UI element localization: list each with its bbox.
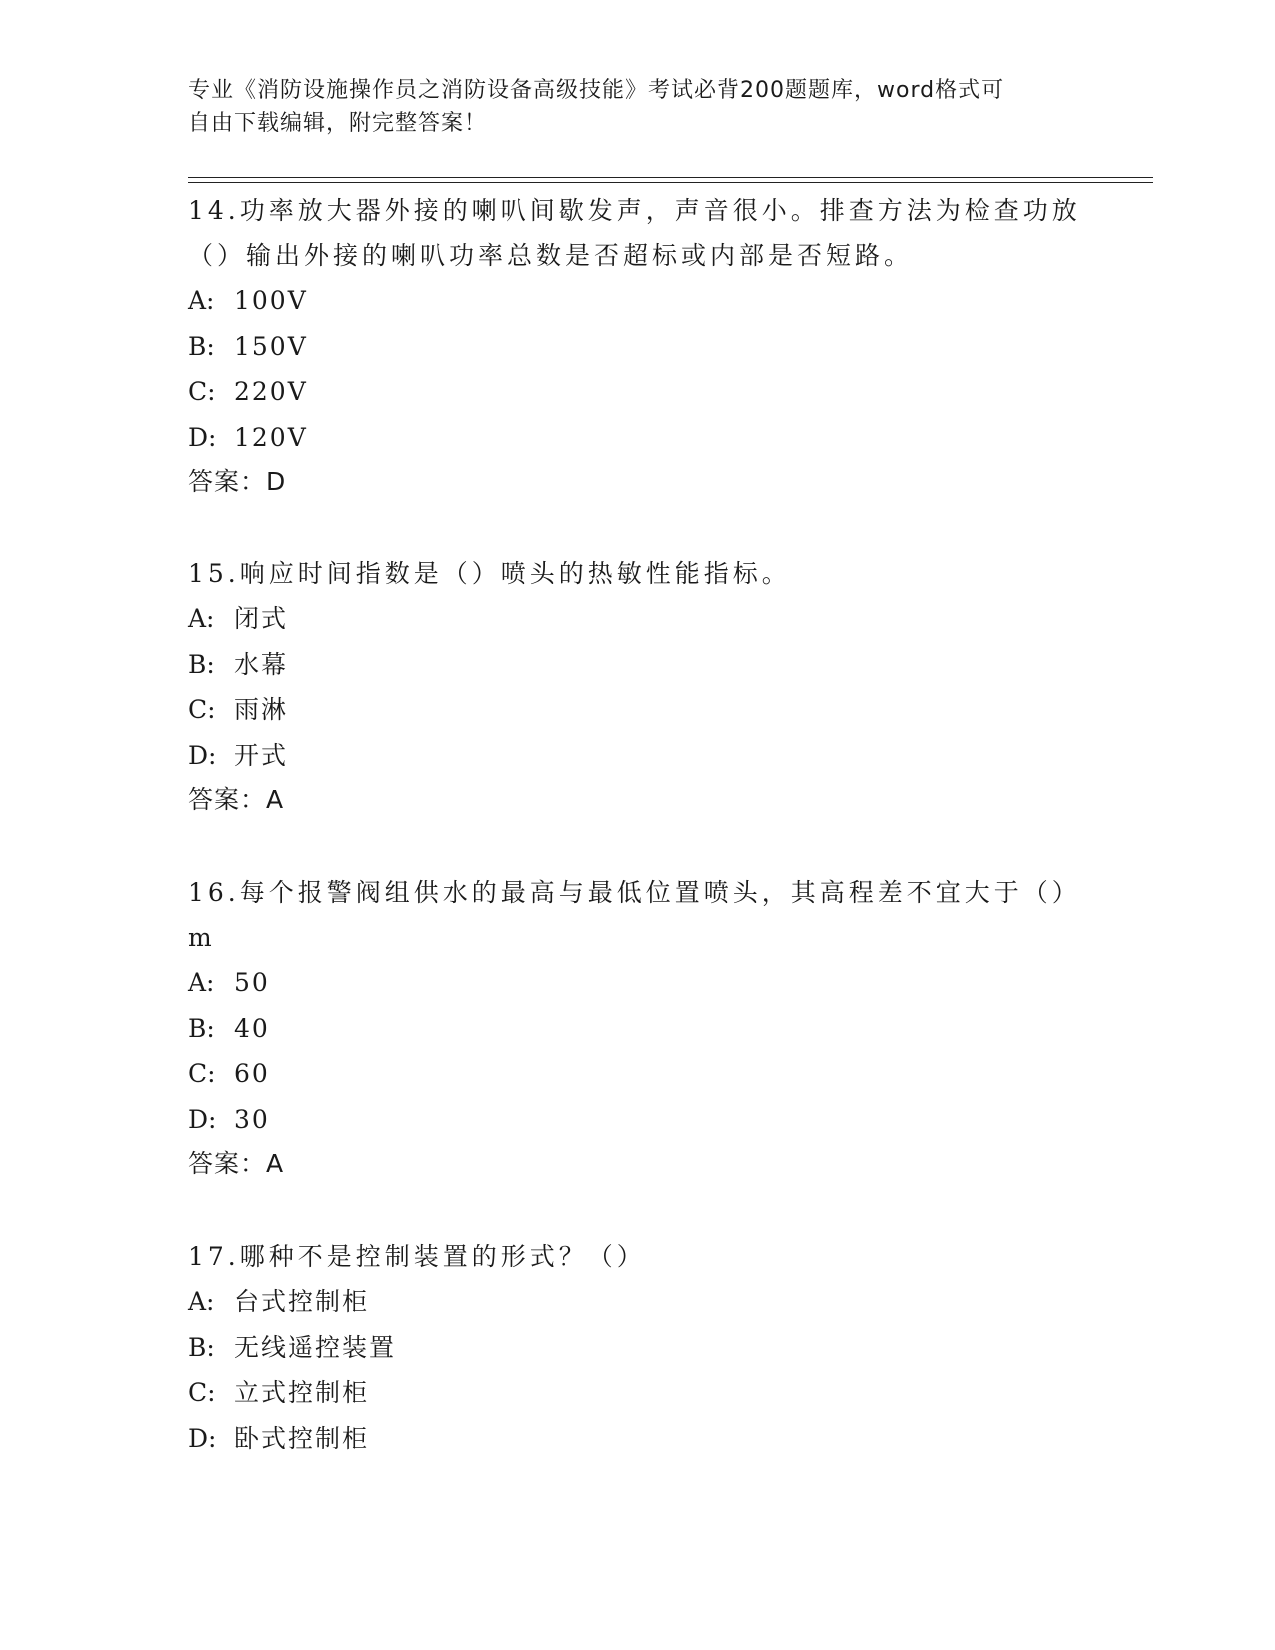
question-stem-line: （）输出外接的喇叭功率总数是否超标或内部是否短路。 bbox=[188, 241, 914, 270]
option-label: A: bbox=[188, 1287, 215, 1316]
option-text: 立式控制柜 bbox=[234, 1378, 370, 1407]
option-label: B: bbox=[188, 1332, 215, 1362]
option-label: A: bbox=[188, 604, 215, 633]
option-text: 无线遥控装置 bbox=[234, 1332, 397, 1362]
document-header bbox=[188, 74, 1068, 140]
option-d bbox=[188, 415, 1088, 461]
option-text: 50 bbox=[234, 968, 270, 997]
question-stem-line: 16.每个报警阀组供水的最高与最低位置喷头，其高程差不宜大于（） bbox=[188, 878, 1081, 907]
option-label: D: bbox=[188, 740, 217, 770]
answer: 答案：D bbox=[188, 467, 287, 496]
option-label: C: bbox=[188, 1059, 216, 1088]
answer: 答案：A bbox=[188, 785, 285, 814]
option-text: 40 bbox=[234, 1013, 270, 1043]
option-b bbox=[188, 1325, 1088, 1371]
option-label: C: bbox=[188, 695, 216, 724]
option-label: B: bbox=[188, 331, 215, 361]
option-label: D: bbox=[188, 1104, 217, 1134]
option-text: 120V bbox=[234, 422, 308, 452]
option-text: 卧式控制柜 bbox=[234, 1423, 370, 1453]
header-line-1: 专业《消防设施操作员之消防设备高级技能》考试必背200题题库，word格式可 bbox=[188, 78, 1005, 103]
option-a bbox=[188, 960, 1088, 1006]
option-b bbox=[188, 1006, 1088, 1052]
option-label: A: bbox=[188, 286, 215, 315]
option-label: D: bbox=[188, 1423, 217, 1453]
option-a bbox=[188, 1279, 1088, 1325]
option-text: 开式 bbox=[234, 740, 289, 770]
option-b bbox=[188, 642, 1088, 688]
option-c bbox=[188, 1370, 1088, 1416]
question-14 bbox=[188, 188, 1088, 504]
option-a bbox=[188, 278, 1088, 324]
option-text: 水幕 bbox=[234, 649, 289, 679]
option-text: 100V bbox=[234, 286, 308, 315]
answer: 答案：A bbox=[188, 1149, 285, 1178]
header-line-2: 自由下载编辑，附完整答案！ bbox=[188, 111, 488, 136]
option-c bbox=[188, 369, 1088, 415]
question-16 bbox=[188, 870, 1088, 1186]
option-text: 150V bbox=[234, 331, 308, 361]
question-stem-line: 17.哪种不是控制装置的形式？（） bbox=[188, 1242, 646, 1271]
option-text: 闭式 bbox=[234, 604, 289, 633]
header-divider-bottom bbox=[188, 182, 1153, 183]
option-text: 60 bbox=[234, 1059, 270, 1088]
question-17 bbox=[188, 1234, 1088, 1461]
option-d bbox=[188, 733, 1088, 779]
option-text: 30 bbox=[234, 1104, 270, 1134]
header-divider-top bbox=[188, 177, 1153, 178]
option-label: D: bbox=[188, 422, 217, 452]
option-c bbox=[188, 1051, 1088, 1097]
option-text: 雨淋 bbox=[234, 695, 289, 724]
option-label: A: bbox=[188, 968, 215, 997]
option-b bbox=[188, 324, 1088, 370]
question-stem-line: m bbox=[188, 923, 216, 952]
option-a bbox=[188, 596, 1088, 642]
question-stem-line: 14.功率放大器外接的喇叭间歇发声，声音很小。排查方法为检查功放 bbox=[188, 196, 1081, 225]
option-label: B: bbox=[188, 649, 215, 679]
question-15 bbox=[188, 551, 1088, 822]
question-stem-line: 15.响应时间指数是（）喷头的热敏性能指标。 bbox=[188, 559, 791, 588]
option-c bbox=[188, 687, 1088, 733]
option-d bbox=[188, 1416, 1088, 1462]
option-label: C: bbox=[188, 377, 216, 406]
option-label: B: bbox=[188, 1013, 215, 1043]
option-d bbox=[188, 1097, 1088, 1143]
option-text: 220V bbox=[234, 377, 308, 406]
option-text: 台式控制柜 bbox=[234, 1287, 370, 1316]
option-label: C: bbox=[188, 1378, 216, 1407]
